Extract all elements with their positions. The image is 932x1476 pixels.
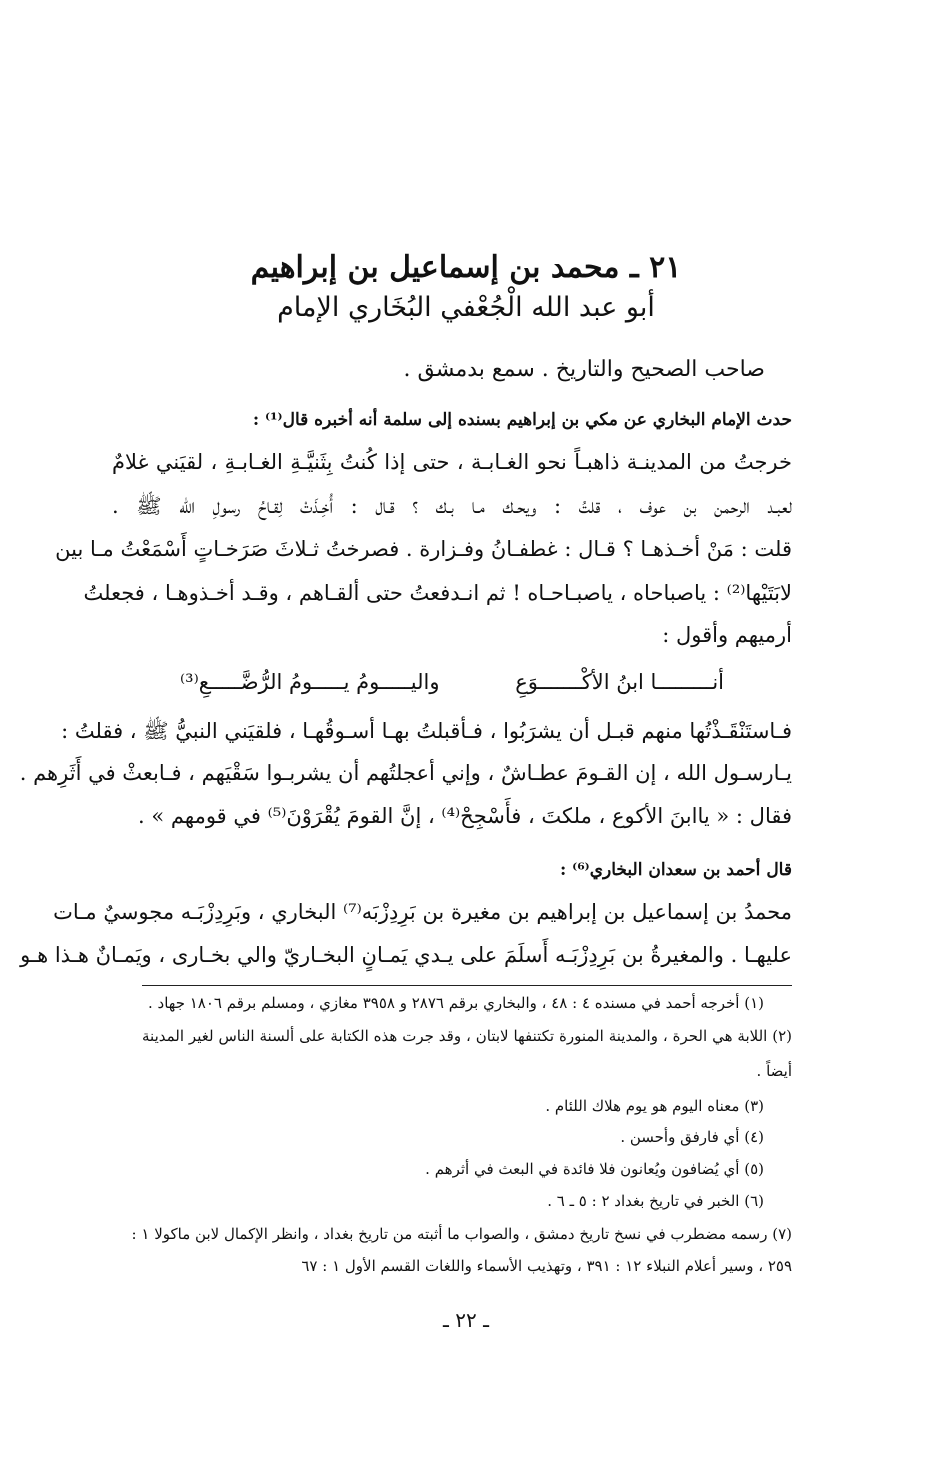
- paragraph-1-line-5: أرميهم وأقول :: [662, 623, 792, 647]
- footnote-2-line-1: (٢) اللابة هي الحرة ، والمدينة المنورة تكتنفها لابتان ، وقد جرت هذه الكتابة على ألسنة الناس لغير المدينة: [142, 1027, 792, 1045]
- intro-line: صاحب الصحيح والتاريخ . سمع بدمشق .: [403, 357, 765, 382]
- paragraph-2-line-2: يـارسـول الله ، إن القـومَ عطـاشٌ ، وإني أعجلتُهم أن يشربـوا سَقْيَهم ، فـابعثْ في أَثَرِهم .: [19, 761, 792, 785]
- verse-first-hemistich: أنـــــــــا ابنُ الأكْـــــــوَعِ: [515, 670, 724, 694]
- verse-second-hemistich: واليـــــومُ يـــــومُ الرُّضَّـــــعِ⁽³⁾: [180, 670, 440, 694]
- paragraph-3-line-1: محمدُ بن إسماعيل بن إبراهيم بن مغيرة بن بَرِدِزْبَه⁽⁷⁾ البخاري ، وبَرِدِزْبَـه مجوسيٌ مـات: [53, 900, 792, 924]
- paragraph-1-line-2: لعبـد الرحمن بن عوف ، قلتُ : ويحـك مـا بـك ؟ قـال : أُخِـذَتْ لِقـاحُ رسولِ الله ﷺ .: [112, 494, 792, 518]
- paragraph-1-line-1: خرجتُ من المدينـة ذاهبـاً نحو الغـابـة ، حتى إذا كُنتُ بِثَنيَّـةِ الغـابـةِ ، لقيَني غلامٌ: [112, 450, 792, 474]
- footnote-2-line-2: أيضاً .: [756, 1062, 792, 1080]
- paragraph-1-line-3: قلت : مَنْ أخـذهـا ؟ قـال : غطفـانُ وفـزارة . فصرختُ ثـلاثَ صَرَخـاتٍ أَسْمَعْتُ مـا بين: [55, 537, 792, 561]
- footnote-7-line-1: (٧) رسمه مضطرب في نسخ تاريخ دمشق ، والصواب ما أثبته من تاريخ بغداد ، وانظر الإكمال لابن ماكولا ١ :: [131, 1225, 792, 1243]
- entry-heading: ٢١ ـ محمد بن إسماعيل بن إبراهيم: [250, 250, 682, 285]
- entry-subheading: أبو عبد الله الْجُعْفي البُخَاري الإمام: [277, 292, 655, 323]
- footnote-4: (٤) أي فارفق وأحسن .: [620, 1128, 764, 1146]
- footnote-separator: [142, 985, 792, 986]
- paragraph-2-line-1: فـاستَنْقَـذْتُها منهم قبـل أن يشرَبُوا ، فـأقبلتُ بهـا أسـوقُهـا ، فلقيَني النبيُّ ﷺ ، فقلتُ :: [61, 719, 792, 743]
- footnote-5: (٥) أي يُضافون ويُعانون فلا فائدة في البعث في أثرهم .: [425, 1160, 764, 1178]
- page-number: ـ ٢٢ ـ: [443, 1308, 489, 1332]
- footnote-1: (١) أخرجه أحمد في مسنده ٤ : ٤٨ ، والبخاري برقم ٢٨٧٦ و ٣٩٥٨ مغازي ، ومسلم برقم ١٨٠٦ جهاد .: [148, 994, 764, 1012]
- footnote-7-line-2: ٢٥٩ ، وسير أعلام النبلاء ١٢ : ٣٩١ ، وتهذيب الأسماء واللغات القسم الأول ١ : ٦٧: [301, 1257, 792, 1275]
- narration-lead: حدث الإمام البخاري عن مكي بن إبراهيم بسنده إلى سلمة أنه أخبره قال⁽¹⁾ :: [252, 410, 792, 430]
- paragraph-1-line-4: لابَتَيْها⁽²⁾ : ياصباحاه ، ياصبـاحـاه ! ثم انـدفعتُ حتى ألقـاهم ، وقـد أخـذوهـا ، فجعلتُ: [83, 581, 792, 605]
- narration-lead-2: قال أحمد بن سعدان البخاري⁽⁶⁾ :: [559, 860, 792, 880]
- footnote-3: (٣) معناه اليوم هو يوم هلاك اللئام .: [545, 1097, 764, 1115]
- footnote-6: (٦) الخبر في تاريخ بغداد ٢ : ٥ ـ ٦ .: [547, 1192, 764, 1210]
- paragraph-2-line-3: فقال : « ياابنَ الأكوع ، ملكتَ ، فأَسْجِحْ⁽⁴⁾ ، إنَّ القومَ يُقْرَوْنَ⁽⁵⁾ في قومهم » .: [138, 804, 792, 828]
- paragraph-3-line-2: عليهـا . والمغيرةُ بن بَرِدِزْبَـه أَسلَمَ على يـدي يَمـانٍ البخـاريّ والي بخـارى ، ويَمـانٌ هـذا هـو: [20, 943, 792, 967]
